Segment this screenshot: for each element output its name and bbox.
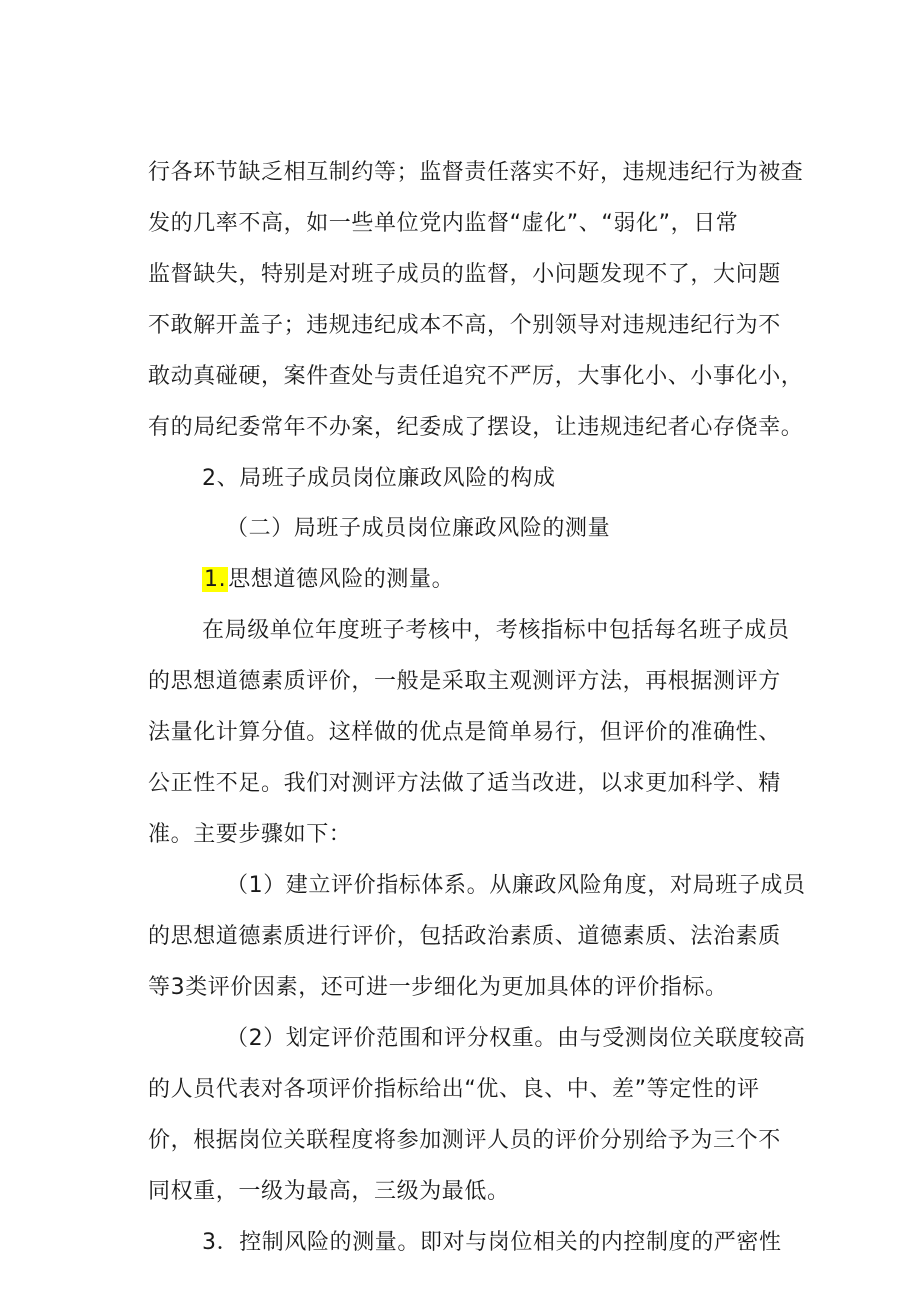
paragraph-line: （2）划定评价范围和评分权重。由与受测岗位关联度较高 [226,1026,806,1051]
paragraph-line: 3．控制风险的测量。即对与岗位相关的内控制度的严密性 [202,1230,782,1255]
paragraph-line: 法量化计算分值。这样做的优点是简单易行，但评价的准确性、 [148,720,781,745]
subsection-heading [202,565,852,595]
paragraph-line: 等3类评价因素，还可进一步细化为更加具体的评价指标。 [148,975,728,1000]
paragraph-line: 的思想道德素质进行评价，包括政治素质、道德素质、法治素质 [148,924,781,949]
paragraph-line: 敢动真碰硬，案件查处与责任追究不严厉，大事化小、小事化小， [148,364,804,389]
paragraph-line: 行各环节缺乏相互制约等；监督责任落实不好，违规违纪行为被查 [148,160,804,185]
paragraph-line: 发的几率不高，如一些单位党内监督“虚化”、“弱化”，日常 [148,211,739,236]
paragraph-line: 监督缺失，特别是对班子成员的监督，小问题发现不了，大问题 [148,262,781,287]
subsection-title: 思想道德风险的测量。 [228,567,455,592]
paragraph-line: 的人员代表对各项评价指标给出“优、良、中、差”等定性的评 [148,1077,760,1102]
paragraph-line: 同权重，一级为最高，三级为最低。 [148,1179,510,1204]
paragraph-line: 在局级单位年度班子考核中，考核指标中包括每名班子成员 [202,618,790,643]
paragraph-line: 的思想道德素质评价，一般是采取主观测评方法，再根据测评方 [148,669,781,694]
paragraph-line: 价，根据岗位关联程度将参加测评人员的评价分别给予为三个不 [148,1128,781,1153]
section-heading: 2、局班子成员岗位廉政风险的构成 [202,466,556,491]
paragraph-line: 准。主要步骤如下： [148,822,352,847]
paragraph-line: 公正性不足。我们对测评方法做了适当改进，以求更加科学、精 [148,771,781,796]
highlighted-number: 1. [204,567,227,592]
paragraph-line: 有的局纪委常年不办案，纪委成了摆设，让违规违纪者心存侥幸。 [148,415,804,440]
section-heading: （二）局班子成员岗位廉政风险的测量 [226,516,611,541]
paragraph-line: 不敢解开盖子；违规违纪成本不高，个别领导对违规违纪行为不 [148,313,781,338]
paragraph-line: （1）建立评价指标体系。从廉政风险角度，对局班子成员 [226,873,806,898]
